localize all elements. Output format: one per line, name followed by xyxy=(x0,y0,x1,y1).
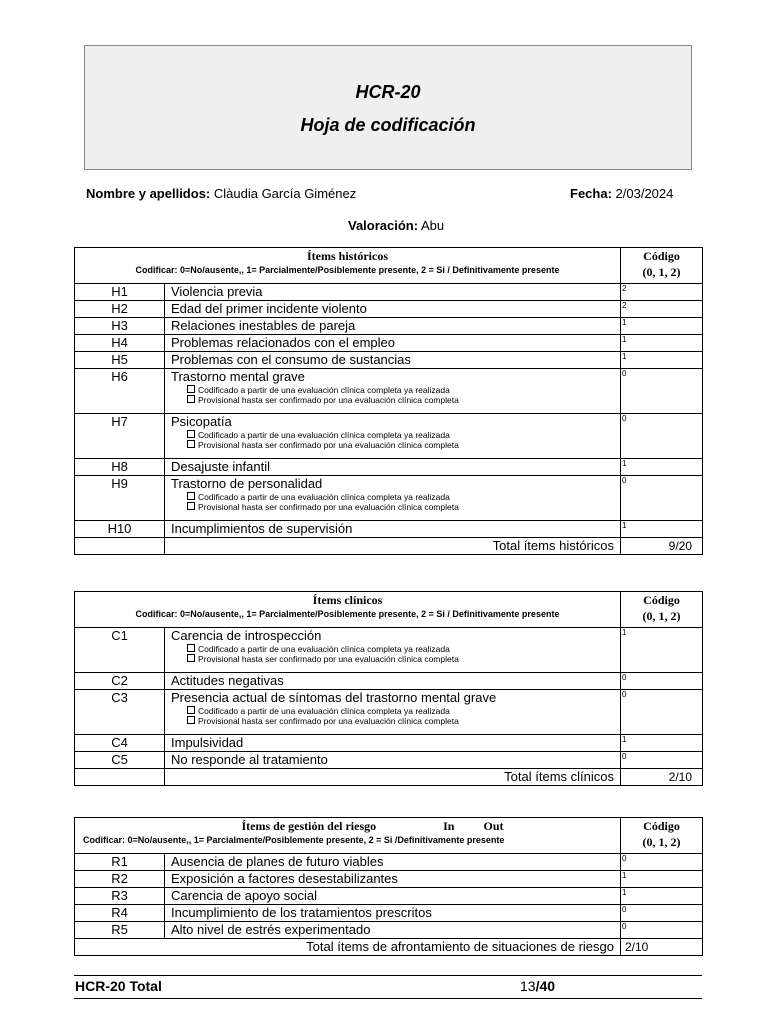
code-cell[interactable]: 1 xyxy=(621,628,703,673)
date-value: 2/03/2024 xyxy=(615,186,674,201)
checkbox-icon[interactable] xyxy=(187,716,195,724)
code-cell[interactable]: 1 xyxy=(621,521,703,538)
table-row: C2 Actitudes negativas 0 xyxy=(75,673,703,690)
code-cell[interactable]: 0 xyxy=(621,905,703,922)
table-row: C3 Presencia actual de síntomas del trastorno mental grave Codificado a partir de una evaluación clínica completa ya realizada Provisional hasta ser confirmado por una evaluación clínica completa 0 xyxy=(75,690,703,735)
code-cell[interactable]: 1 xyxy=(621,352,703,369)
historic-items-table xyxy=(74,247,703,555)
option-line: Codificado a partir de una evaluación clínica completa ya realizada xyxy=(171,706,620,716)
grand-total-row xyxy=(74,975,702,999)
valoracion-label: Valoración: xyxy=(348,218,419,233)
option-line: Provisional hasta ser confirmado por una evaluación clínica completa xyxy=(171,716,620,726)
checkbox-icon[interactable] xyxy=(187,440,195,448)
option-line: Provisional hasta ser confirmado por una evaluación clínica completa xyxy=(171,440,620,450)
code-cell[interactable]: 0 xyxy=(621,476,703,521)
code-cell[interactable]: 1 xyxy=(621,318,703,335)
code-cell[interactable]: 0 xyxy=(621,414,703,459)
title-box xyxy=(84,45,692,170)
name-label: Nombre y apellidos: xyxy=(86,186,211,201)
clinical-code-header: Código (0, 1, 2) xyxy=(621,592,703,628)
option-line: Codificado a partir de una evaluación clínica completa ya realizada xyxy=(171,644,620,654)
code-cell[interactable]: 2 xyxy=(621,284,703,301)
code-cell[interactable]: 0 xyxy=(621,854,703,871)
code-cell[interactable]: 0 xyxy=(621,690,703,735)
checkbox-icon[interactable] xyxy=(187,492,195,500)
table-row: H5 Problemas con el consumo de sustancias 1 xyxy=(75,352,703,369)
risk-total-value: 2/10 xyxy=(621,939,703,956)
clinical-total-value: 2/10 xyxy=(621,769,703,786)
clinical-header: Ítems clínicos Codificar: 0=No/ausente,, 1= Parcialmente/Posiblemente presente, 2 = Si / Definitivamente presente xyxy=(75,592,621,628)
grand-total-value: 13/40 xyxy=(520,978,556,994)
table-row: H7 Psicopatía Codificado a partir de una evaluación clínica completa ya realizada Provisional hasta ser confirmado por una evaluación clínica completa 0 xyxy=(75,414,703,459)
table-row: H8 Desajuste infantil 1 xyxy=(75,459,703,476)
table-row: R2 Exposición a factores desestabilizantes 1 xyxy=(75,871,703,888)
risk-header: Ítems de gestión del riesgo In Out Codificar: 0=No/ausente,, 1= Parcialmente/Posiblemente presente, 2 = Si /Definitivamente presente xyxy=(75,818,621,854)
clinical-total-label: Total ítems clínicos xyxy=(165,769,621,786)
historic-total-label: Total ítems históricos xyxy=(165,538,621,555)
option-line: Codificado a partir de una evaluación clínica completa ya realizada xyxy=(171,430,620,440)
code-cell[interactable]: 0 xyxy=(621,922,703,939)
code-cell[interactable]: 0 xyxy=(621,369,703,414)
valoracion-value: Abu xyxy=(420,218,445,233)
code-cell[interactable]: 0 xyxy=(621,752,703,769)
table-row: H6 Trastorno mental grave Codificado a partir de una evaluación clínica completa ya realizada Provisional hasta ser confirmado por una evaluación clínica completa 0 xyxy=(75,369,703,414)
in-label: In xyxy=(443,819,455,833)
option-line: Provisional hasta ser confirmado por una evaluación clínica completa xyxy=(171,502,620,512)
historic-header: Ítems históricos Codificar: 0=No/ausente,, 1= Parcialmente/Posiblemente presente, 2 = Si / Definitivamente presente xyxy=(75,248,621,284)
checkbox-icon[interactable] xyxy=(187,644,195,652)
table-row: R1 Ausencia de planes de futuro viables 0 xyxy=(75,854,703,871)
option-line: Codificado a partir de una evaluación clínica completa ya realizada xyxy=(171,385,620,395)
checkbox-icon[interactable] xyxy=(187,654,195,662)
table-row: H10 Incumplimientos de supervisión 1 xyxy=(75,521,703,538)
code-cell[interactable]: 1 xyxy=(621,735,703,752)
code-cell[interactable]: 1 xyxy=(621,888,703,905)
date-label: Fecha: xyxy=(570,186,612,201)
historic-total-value: 9/20 xyxy=(621,538,703,555)
risk-total-label: Total ítems de afrontamiento de situaciones de riesgo xyxy=(75,939,621,956)
option-line: Provisional hasta ser confirmado por una evaluación clínica completa xyxy=(171,395,620,405)
table-row: R3 Carencia de apoyo social 1 xyxy=(75,888,703,905)
name-field xyxy=(86,186,356,201)
checkbox-icon[interactable] xyxy=(187,395,195,403)
option-line: Codificado a partir de una evaluación clínica completa ya realizada xyxy=(171,492,620,502)
code-cell[interactable]: 0 xyxy=(621,673,703,690)
risk-items-table xyxy=(74,817,703,956)
table-row: C1 Carencia de introspección Codificado a partir de una evaluación clínica completa ya realizada Provisional hasta ser confirmado por una evaluación clínica completa 1 xyxy=(75,628,703,673)
table-row: H4 Problemas relacionados con el empleo 1 xyxy=(75,335,703,352)
grand-total-label: HCR-20 Total xyxy=(75,978,162,994)
table-row: R5 Alto nivel de estrés experimentado 0 xyxy=(75,922,703,939)
checkbox-icon[interactable] xyxy=(187,706,195,714)
document-title: HCR-20 xyxy=(355,82,421,102)
name-value: Clàudia García Giménez xyxy=(213,186,357,201)
checkbox-icon[interactable] xyxy=(187,430,195,438)
document-subtitle: Hoja de codificación xyxy=(300,115,476,135)
historic-code-header: Código (0, 1, 2) xyxy=(621,248,703,284)
code-cell[interactable]: 1 xyxy=(621,459,703,476)
valoracion-field xyxy=(348,218,444,233)
table-row: H1 Violencia previa 2 xyxy=(75,284,703,301)
code-cell[interactable]: 1 xyxy=(621,335,703,352)
table-row: H3 Relaciones inestables de pareja 1 xyxy=(75,318,703,335)
table-row: H9 Trastorno de personalidad Codificado a partir de una evaluación clínica completa ya realizada Provisional hasta ser confirmado por una evaluación clínica completa 0 xyxy=(75,476,703,521)
table-row: C4 Impulsividad 1 xyxy=(75,735,703,752)
date-field xyxy=(570,186,673,201)
table-row: R4 Incumplimiento de los tratamientos prescritos 0 xyxy=(75,905,703,922)
code-cell[interactable]: 2 xyxy=(621,301,703,318)
out-label: Out xyxy=(483,819,504,833)
total-row xyxy=(75,538,703,555)
checkbox-icon[interactable] xyxy=(187,385,195,393)
risk-code-header: Código (0, 1, 2) xyxy=(621,818,703,854)
total-row xyxy=(75,939,703,956)
total-row xyxy=(75,769,703,786)
option-line: Provisional hasta ser confirmado por una evaluación clínica completa xyxy=(171,654,620,664)
table-row: C5 No responde al tratamiento 0 xyxy=(75,752,703,769)
code-cell[interactable]: 1 xyxy=(621,871,703,888)
checkbox-icon[interactable] xyxy=(187,502,195,510)
clinical-items-table xyxy=(74,591,703,786)
table-row: H2 Edad del primer incidente violento 2 xyxy=(75,301,703,318)
